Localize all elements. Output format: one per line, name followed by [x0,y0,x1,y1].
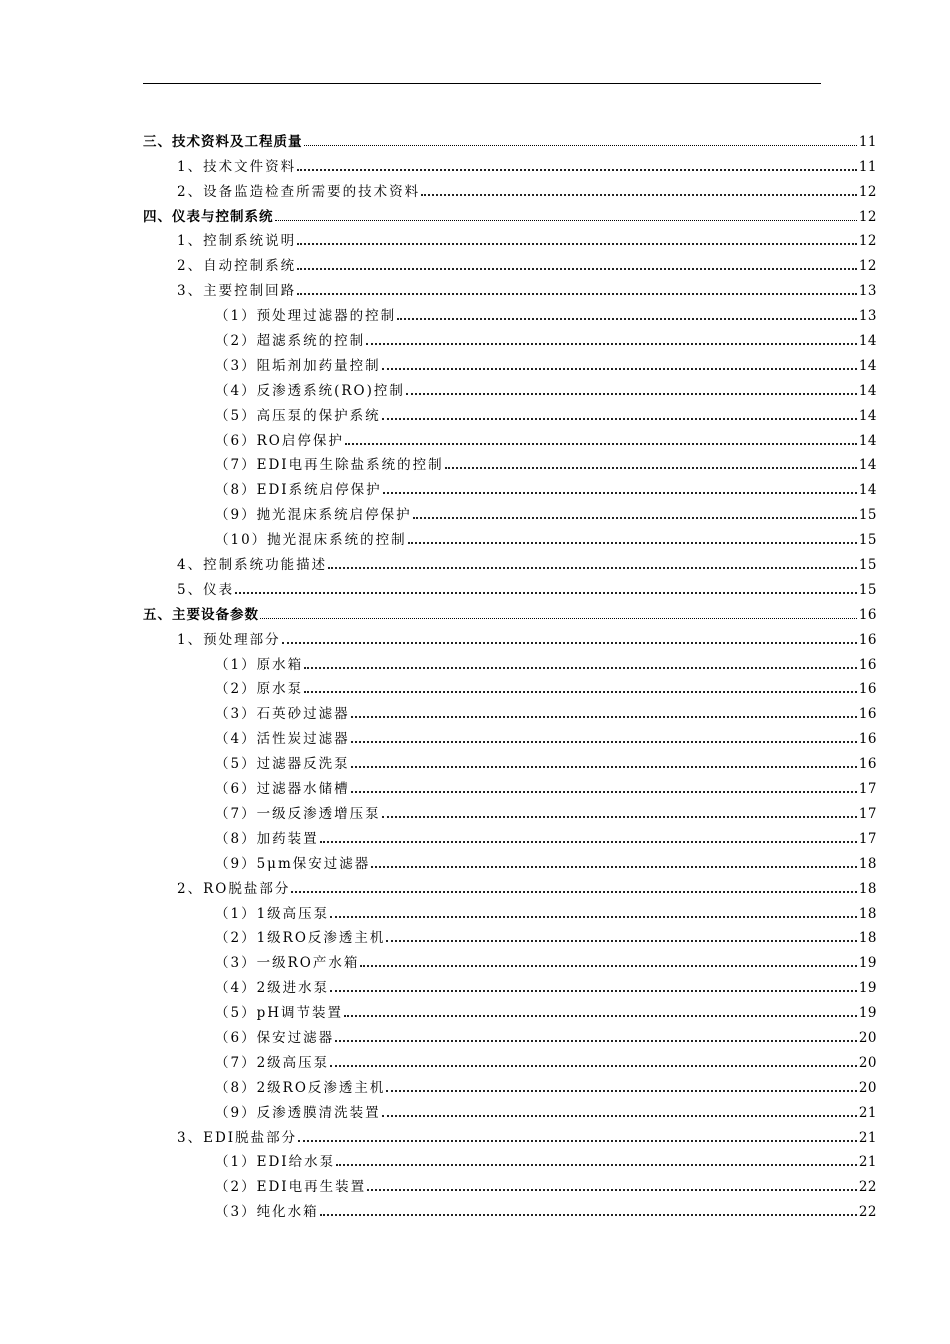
toc-entry-label: （4）活性炭过滤器 [215,731,350,748]
dot-leader [235,592,857,594]
toc-entry[interactable] [143,498,877,523]
toc-entry[interactable] [143,847,877,872]
toc-entry-page-number: 16 [858,606,877,623]
toc-entry[interactable] [143,1096,877,1121]
toc-entry-label: （9）反渗透膜清洗装置 [215,1104,381,1121]
dot-leader [320,1214,857,1216]
toc-entry-label: （7）一级反渗透增压泵 [215,805,381,822]
toc-entry-page-number: 17 [858,830,877,847]
toc-entry-page-number: 18 [858,930,877,947]
toc-entry-page-number: 18 [858,855,877,872]
toc-entry-label: （1）预处理过滤器的控制 [215,308,397,325]
toc-entry[interactable] [143,971,877,996]
toc-entry-label: （4）反渗透系统(RO)控制 [215,382,405,399]
toc-entry-label: （6）RO启停保护 [215,432,344,449]
toc-entry[interactable] [143,996,877,1021]
dot-leader [413,517,857,519]
dot-leader [397,318,857,320]
dot-leader [366,343,857,345]
toc-entry-label: （1）原水箱 [215,656,304,673]
toc-entry-page-number: 14 [858,382,877,399]
toc-entry-page-number: 14 [858,482,877,499]
dot-leader [351,766,857,768]
toc-entry[interactable] [143,747,877,772]
dot-leader [386,1090,856,1092]
dot-leader [371,866,857,868]
toc-entry-label: 2、设备监造检查所需要的技术资料 [177,183,421,200]
toc-entry-page-number: 17 [858,781,877,798]
toc-entry-page-number: 16 [858,681,877,698]
toc-entry-label: 1、预处理部分 [177,631,281,648]
toc-entry[interactable] [143,946,877,971]
toc-entry-page-number: 21 [858,1154,877,1171]
toc-entry-label: （8）加药装置 [215,830,319,847]
toc-entry-label: 4、控制系统功能描述 [177,557,328,574]
toc-entry-label: （1）1级高压泵 [215,905,330,922]
dot-leader [421,194,857,196]
toc-entry-page-number: 14 [858,432,877,449]
toc-entry-label: （2）原水泵 [215,681,304,698]
toc-entry-page-number: 19 [858,980,877,997]
toc-entry[interactable] [143,1146,877,1171]
dot-leader [351,716,857,718]
toc-entry-page-number: 21 [858,1104,877,1121]
toc-entry-label: 1、控制系统说明 [177,233,297,250]
dot-leader [335,1040,857,1042]
toc-entry-page-number: 19 [858,1005,877,1022]
dot-leader [382,1115,857,1117]
toc-entry-page-number: 20 [858,1079,877,1096]
dot-leader [351,791,857,793]
toc-entry-page-number: 16 [858,706,877,723]
dot-leader [344,1015,857,1017]
dot-leader [304,691,857,693]
toc-entry[interactable] [143,523,877,548]
toc-entry-label: （8）2级RO反渗透主机 [215,1079,386,1096]
toc-entry-page-number: 20 [858,1054,877,1071]
toc-entry-label: （7）2级高压泵 [215,1054,330,1071]
toc-entry-page-number: 16 [858,756,877,773]
toc-entry[interactable] [143,772,877,797]
dot-leader [330,916,857,918]
toc-entry-label: （6）保安过滤器 [215,1029,335,1046]
toc-entry-label: （3）石英砂过滤器 [215,706,350,723]
toc-entry-page-number: 18 [858,905,877,922]
toc-entry-label: （3）阻垢剂加药量控制 [215,357,381,374]
dot-leader [297,268,857,270]
dot-leader [298,1140,857,1142]
dot-leader [275,220,857,221]
toc-entry-page-number: 16 [858,631,877,648]
toc-entry[interactable] [143,150,877,175]
toc-entry-label: 2、RO脱盐部分 [177,880,291,897]
toc-entry-label: 3、EDI脱盐部分 [177,1129,298,1146]
toc-entry-label: （6）过滤器水储槽 [215,781,350,798]
toc-entry[interactable] [143,1195,877,1220]
toc-entry-page-number: 21 [858,1129,877,1146]
toc-entry-label: 3、主要控制回路 [177,283,297,300]
dot-leader [297,293,857,295]
toc-entry[interactable] [143,822,877,847]
toc-entry-page-number: 16 [858,656,877,673]
dot-leader [386,940,856,942]
toc-entry[interactable] [143,722,877,747]
toc-entry[interactable] [143,399,877,424]
dot-leader [330,990,857,992]
toc-entry-page-number: 20 [858,1029,877,1046]
toc-entry-page-number: 14 [858,333,877,350]
toc-entry[interactable] [143,623,877,648]
dot-leader [260,618,857,619]
toc-entry[interactable] [143,349,877,374]
toc-entry[interactable] [143,872,877,897]
toc-entry[interactable] [143,673,877,698]
dot-leader [320,841,857,843]
dot-leader [330,1065,857,1067]
dot-leader [304,667,857,669]
toc-entry[interactable] [143,1071,877,1096]
dot-leader [297,169,857,171]
toc-entry-label: （5）高压泵的保护系统 [215,407,381,424]
toc-entry-label: （2）EDI电再生装置 [215,1179,367,1196]
dot-leader [360,965,856,967]
toc-entry-page-number: 15 [858,581,877,598]
dot-leader [445,467,857,469]
dot-leader [345,443,857,445]
toc-entry-page-number: 15 [858,557,877,574]
toc-entry-label: （8）EDI系统启停保护 [215,482,382,499]
toc-entry-page-number: 13 [858,308,877,325]
dot-leader [382,368,857,370]
toc-entry[interactable] [143,125,877,150]
toc-entry-page-number: 11 [858,133,877,150]
toc-entry-page-number: 11 [858,158,877,175]
toc-entry-label: （3）纯化水箱 [215,1204,319,1221]
toc-entry-page-number: 12 [858,183,877,200]
toc-entry-label: （3）一级RO产水箱 [215,955,360,972]
toc-entry-label: （1）EDI给水泵 [215,1154,336,1171]
dot-leader [367,1189,857,1191]
toc-entry[interactable] [143,1021,877,1046]
dot-leader [297,243,857,245]
toc-entry[interactable] [143,573,877,598]
toc-entry[interactable] [143,548,877,573]
toc-entry-label: 2、自动控制系统 [177,258,297,275]
dot-leader [282,642,857,644]
dot-leader [382,816,857,818]
toc-entry[interactable] [143,424,877,449]
toc-entry[interactable] [143,648,877,673]
toc-entry-page-number: 22 [858,1179,877,1196]
toc-entry[interactable] [143,1170,877,1195]
dot-leader [304,145,857,146]
toc-entry[interactable] [143,1046,877,1071]
toc-entry[interactable] [143,374,877,399]
toc-entry[interactable] [143,200,877,225]
toc-entry[interactable] [143,299,877,324]
dot-leader [336,1164,857,1166]
toc-entry-page-number: 14 [858,407,877,424]
toc-entry[interactable] [143,249,877,274]
toc-entry-label: （10）抛光混床系统的控制 [215,532,407,549]
toc-entry-page-number: 13 [858,283,877,300]
toc-entry-page-number: 18 [858,880,877,897]
toc-entry[interactable] [143,274,877,299]
toc-entry[interactable] [143,697,877,722]
toc-entry-page-number: 15 [858,507,877,524]
toc-entry-label: （9）抛光混床系统启停保护 [215,507,412,524]
toc-entry-label: （5）过滤器反洗泵 [215,756,350,773]
toc-entry-page-number: 17 [858,805,877,822]
toc-entry[interactable] [143,324,877,349]
dot-leader [382,418,857,420]
toc-entry[interactable] [143,598,877,623]
toc-entry-page-number: 12 [858,208,877,225]
toc-entry-label: 四、仪表与控制系统 [143,208,274,225]
dot-leader [406,393,857,395]
toc-entry[interactable] [143,175,877,200]
toc-entry-label: （7）EDI电再生除盐系统的控制 [215,457,444,474]
toc-entry-label: （5）pH调节装置 [215,1005,344,1022]
table-of-contents [143,125,877,1220]
toc-entry-label: 五、主要设备参数 [143,606,259,623]
toc-entry-page-number: 12 [858,233,877,250]
toc-entry[interactable] [143,1121,877,1146]
header-rule [143,83,821,84]
toc-entry-page-number: 14 [858,457,877,474]
dot-leader [408,542,857,544]
dot-leader [351,741,857,743]
toc-entry-page-number: 22 [858,1204,877,1221]
toc-entry-page-number: 16 [858,731,877,748]
toc-entry-label: 三、技术资料及工程质量 [143,133,303,150]
dot-leader [383,492,857,494]
toc-entry-page-number: 19 [858,955,877,972]
toc-entry-label: 1、技术文件资料 [177,158,297,175]
toc-entry-label: （9）5μm保安过滤器 [215,855,371,872]
toc-entry-label: （2）超滤系统的控制 [215,333,366,350]
toc-entry[interactable] [143,449,877,474]
toc-entry[interactable] [143,225,877,250]
dot-leader [291,891,856,893]
toc-entry-label: （4）2级进水泵 [215,980,330,997]
toc-entry-page-number: 15 [858,532,877,549]
toc-entry-page-number: 14 [858,357,877,374]
toc-entry-label: 5、仪表 [177,581,235,598]
toc-entry[interactable] [143,797,877,822]
toc-entry[interactable] [143,473,877,498]
toc-entry-label: （2）1级RO反渗透主机 [215,930,386,947]
toc-entry-page-number: 12 [858,258,877,275]
dot-leader [328,567,857,569]
toc-entry[interactable] [143,897,877,922]
toc-entry[interactable] [143,922,877,947]
